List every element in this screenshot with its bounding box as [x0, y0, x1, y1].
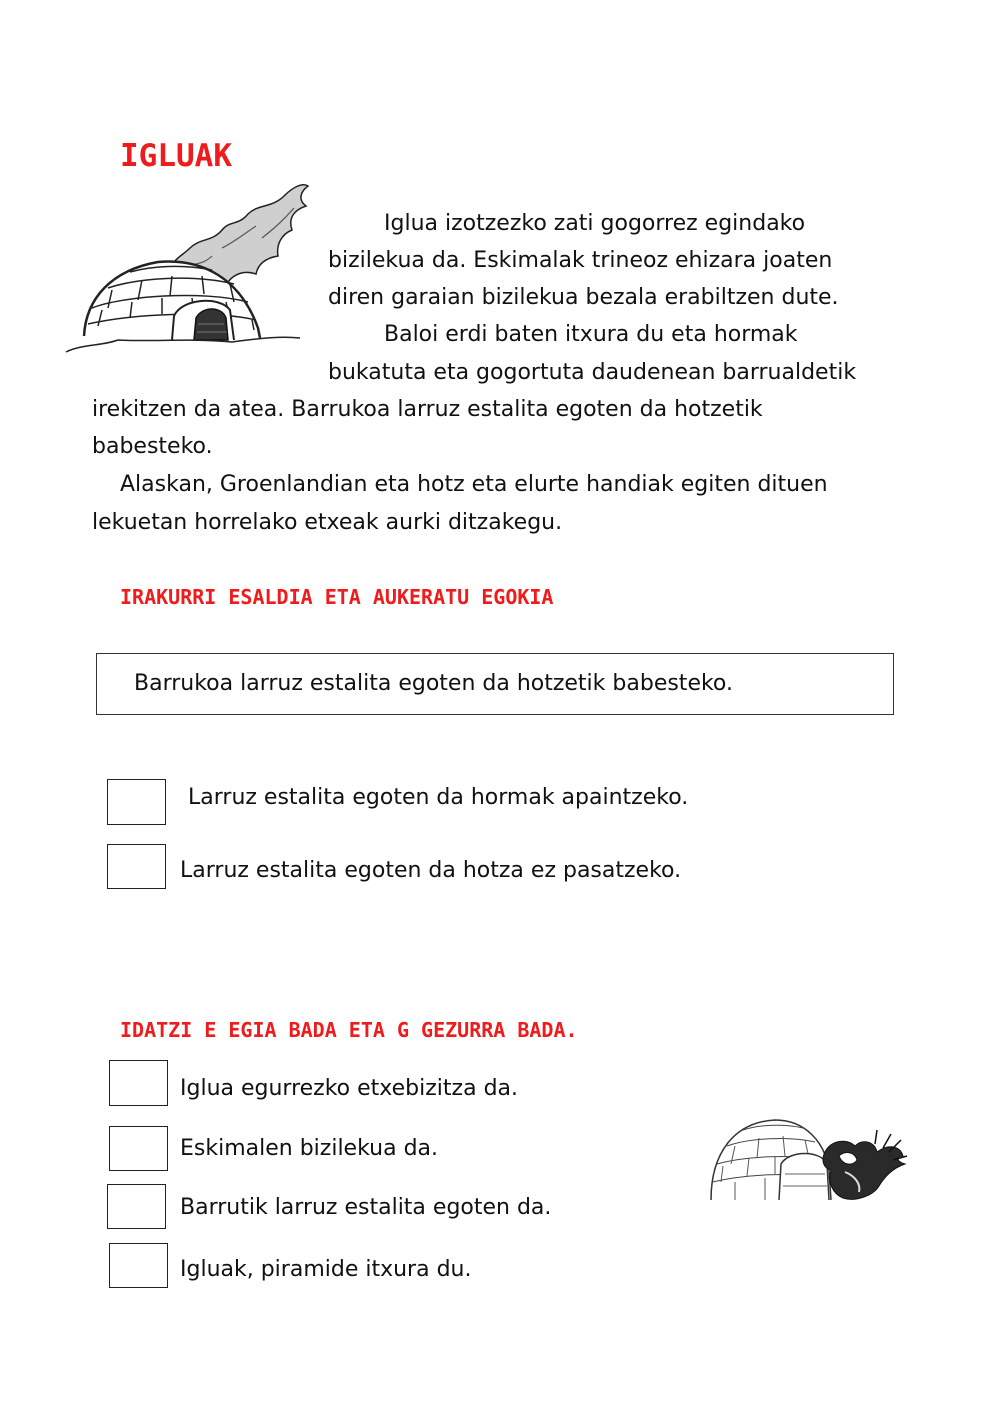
igloo-eskimo-illustration	[705, 1112, 910, 1207]
text-line: Iglua izotzezko zati gogorrez egindako	[384, 211, 806, 236]
answer-box-4[interactable]	[109, 1243, 168, 1288]
sentence-text: Barrukoa larruz estalita egoten da hotzetik babesteko.	[134, 671, 733, 696]
statement-1: Iglua egurrezko etxebizitza da.	[180, 1076, 519, 1101]
text-line: lekuetan horrelako etxeak aurki ditzakegu.	[92, 510, 563, 535]
text-line: bukatuta eta gogortuta daudenean barrualdetik	[328, 360, 857, 385]
text-line: Baloi erdi baten itxura du eta hormak	[384, 322, 798, 347]
option-checkbox-1[interactable]	[107, 779, 166, 825]
statement-4: Igluak, piramide itxura du.	[180, 1257, 472, 1282]
answer-box-1[interactable]	[109, 1060, 168, 1106]
section1-heading: IRAKURRI ESALDIA ETA AUKERATU EGOKIA	[120, 585, 554, 609]
option-label-2: Larruz estalita egoten da hotza ez pasatzeko.	[180, 858, 682, 883]
section2-heading: IDATZI E EGIA BADA ETA G GEZURRA BADA.	[120, 1018, 578, 1042]
answer-box-2[interactable]	[109, 1126, 168, 1171]
text-line: bizilekua da. Eskimalak trineoz ehizara joaten	[328, 248, 833, 273]
igloo-smoke-illustration	[62, 178, 322, 358]
text-line: Alaskan, Groenlandian eta hotz eta elurte handiak egiten dituen	[120, 472, 828, 497]
statement-3: Barrutik larruz estalita egoten da.	[180, 1195, 552, 1220]
text-line: babesteko.	[92, 434, 213, 459]
text-line: diren garaian bizilekua bezala erabiltzen dute.	[328, 285, 839, 310]
sentence-box	[96, 653, 894, 715]
option-checkbox-2[interactable]	[107, 844, 166, 889]
option-label-1: Larruz estalita egoten da hormak apaintzeko.	[188, 785, 689, 810]
page-title: IGLUAK	[120, 138, 232, 174]
answer-box-3[interactable]	[107, 1184, 166, 1229]
text-line: irekitzen da atea. Barrukoa larruz estalita egoten da hotzetik	[92, 397, 763, 422]
statement-2: Eskimalen bizilekua da.	[180, 1136, 439, 1161]
